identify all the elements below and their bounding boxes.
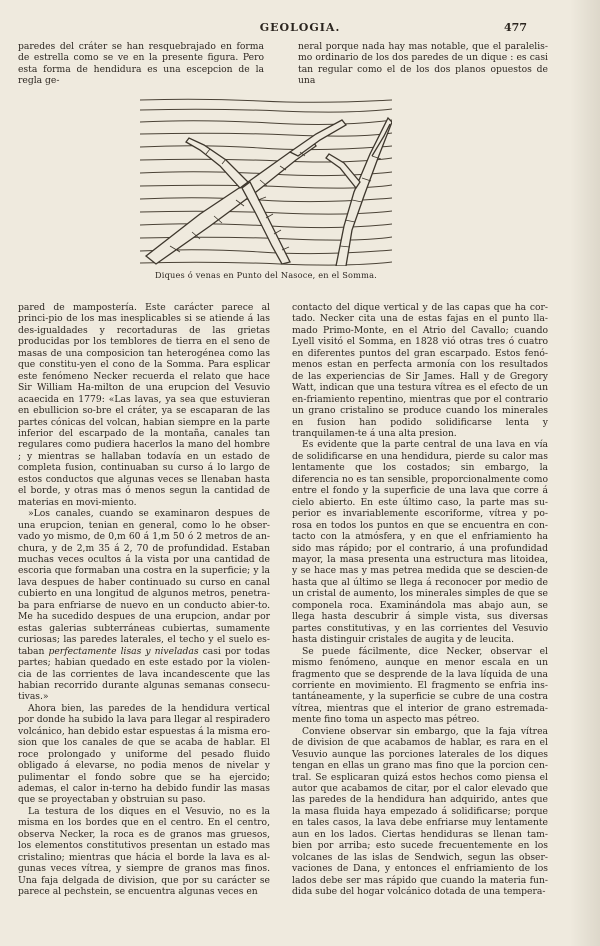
dike-illustration xyxy=(140,96,392,266)
paragraph: contacto del dique vertical y de las capas que ha cor-tado. Necker cita una de estas fajas en el punto lla-mado Primo-Monte, en el Atrio del Cavallo; cuando Lyell visitó el Somma, en 1828 vió otras tres ó cuatro en diferentes puntos del gran escarpado. Estos fenó-menos estan en perfecta armonía con los resultados de las experiencias de Sir James. Hall y de Gregory Watt, indican que una testura vítrea es el efecto de un en-friamiento repentino, mientras que por el contrario un grano cristalino se produce cuando los minerales en fusion han podido solidificarse lenta y tranquilamen-te á una alta presion. xyxy=(292,302,548,439)
paragraph: Es evidente que la parte central de una lava en vía de solidificarse en una hendidura, pierde su calor mas lentamente que los costados; sin embargo, la diferencia no es tan sensible, proporcionalmente como entre el fondo y la superficie de una lava que corre á cielo abierto. En este último caso, la parte mas su-perior es invariablemente escoriforme, vítrea y po-rosa en todos los puntos en que se encuentra en con-tacto con la atmósfera, y en que el enfriamiento ha sido mas rápido; por el contrario, á una profundidad mayor, la masa presenta una estructura mas litoidea, y se hace mas y mas petrea medida que se descien-de hasta que al último se llega á reconocer por medio de un cristal de aumento, los minerales simples de que se componela roca. Examinándola mas abajo aun, se llega hasta descubrir á simple vista, sus diversas partes constitutivas, y en las corrientes del Vesuvio hasta distinguir cristales de augita y de leucita. xyxy=(292,439,548,646)
figure-caption: Diques ó venas en Punto del Nasoce, en el Somma. xyxy=(155,270,377,280)
paragraph: neral porque nada hay mas notable, que el paralelis-mo ordinario de los dos paredes de un dique : es casi tan regular como el de los dos planos opuestos de una xyxy=(298,41,548,87)
paragraph: Se puede fácilmente, dice Necker, observar el mismo fenómeno, aunque en menor escala en un fragmento que se desprende de la lava líquida de una corriente en movimiento. El fragmento se enfria ins-tantáneamente, y la superficie se cubre de una costra vítrea, mientras que el interior de grano estremada-mente fino toma un aspecto mas pétreo. xyxy=(292,645,548,726)
paragraph-text: »Los canales, cuando se examinaron despues de una erupcion, tenian en general, como lo he obser-vado yo mismo, de 0,m 60 á 1,m 50 ó 2 metros de an-chura, y de 2,m 35 á 2, 70 de profundidad. Estaban muchas veces ocultos á la vista por una cantidad de escoria que formaban una costra en la superficie; y la lava despues de haber continuado su curso en canal cubierto en una longitud de algunos metros, penetra-ba para enfriarse de nuevo en un conducto abier-to. Me ha sucedido despues de una erupcion, andar por estas galerias subterráneas cubiertas, sumamente curiosas; las paredes laterales, el techo y el suelo es-taban xyxy=(18,508,270,657)
paragraph: Conviene observar sin embargo, que la faja vítrea de division de que acabamos de hablar, es rara en el Vesuvio aunque las porciones laterales de los diques tengan en ellas un grano mas fino que la porcion cen-tral. Se esplicaran quizá estos hechos como piensa el autor que acabamos de citar, por el calor elevado que las paredes de la hendidura han adquirido, antes que la masa fluida haya empezado á solidificarse; porque en tales casos, la lava debe enfriarse muy lentamente aun en los lados. Ciertas hendiduras se llenan tam-bien por arriba; esto sucede frecuentemente en los volcanes de las islas de Sendwich, segun las obser-vaciones de Dana, y entonces el enfriamiento de los lados debe ser mas rápido que cuando la materia fun-dida sube del hogar volcánico dotada de una tempera- xyxy=(292,725,548,898)
top-left-text xyxy=(18,41,264,87)
page-edge-shadow xyxy=(570,0,600,946)
paragraph-text: casi por todas partes; habian quedado en este estado por la violen-cia de las corrientes de lava incandescente que las habian recorrido durante algunas semanas consecu-tivas.» xyxy=(18,645,271,703)
paragraph: paredes del cráter se han resquebrajado en forma de estrella como se ve en la presente figura. Pero esta forma de hendidura es una escepcion de la regla ge- xyxy=(18,41,264,87)
paragraph: pared de mampostería. Este carácter parece al princi-pio de los mas inesplicables si se atiende á las des-igualdades y recortaduras de las grietas producidas por los temblores de tierra en el seno de masas de una composicion tan heterogénea como las que constitu-yen el cono de la Somma. Para esplicar este fenómeno Necker recuerda el relato que hace Sir William Ha-milton de una erupcion del Vesuvio acaecida en 1779: «Las lavas, ya sea que estuvieran en ebullicion so-bre el cráter, ya se escaparan de las partes cónicas del volcan, habian siempre en la parte inferior del escarpado de la montaña, canales tan regulares como pudiera hacerlos la mano del hombre ; y mientras se hallaban todavía en un estado de completa fusion, continuaban su curso á lo largo de estos conductos que algunas veces se llenaban hasta el borde, y otras mas ó menos segun la cantidad de materias en movi-miento. xyxy=(18,302,270,508)
italic-phrase: perfectamente lisas y niveladas xyxy=(48,645,199,657)
right-column xyxy=(292,302,548,898)
paragraph xyxy=(18,508,270,703)
left-column xyxy=(18,302,270,898)
top-right-text xyxy=(298,41,548,87)
header-title: GEOLOGIA. xyxy=(259,21,341,34)
dike-veins xyxy=(146,118,392,266)
paragraph: La testura de los diques en el Vesuvio, no es la misma en los bordes que en el centro. En el centro, observa Necker, la roca es de granos mas gruesos, los elementos constitutivos presentan un estado mas cristalino; mientras que hácia el borde la lava es al-gunas veces vítrea, y siempre de granos mas finos. Una faja delgada de division, que por su carácter se parece al pechstein, se encuentra algunas veces en xyxy=(18,805,270,898)
page-number: 477 xyxy=(504,21,527,34)
paragraph: Ahora bien, las paredes de la hendidura vertical por donde ha subido la lava para llegar al respiradero volcánico, han debido estar espuestas á la misma ero-sion que los canales de que se acaba de hablar. El roce prolongado y uniforme del pesado fluido obligado á elevarse, no podia menos de nivelar y pulimentar el fondo sobre que se ha ejercido; ademas, el calor in-terno ha debido fundir las masas que se proyectaban y obstruian su paso. xyxy=(18,702,270,806)
running-header xyxy=(0,21,600,37)
